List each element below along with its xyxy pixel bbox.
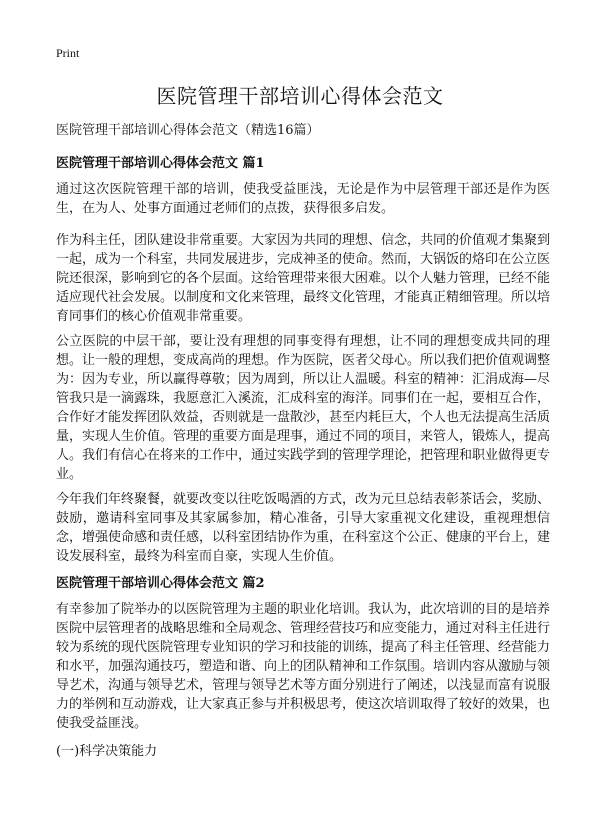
paragraph: 作为科主任，团队建设非常重要。大家因为共同的理想、信念，共同的价值观才集聚到一起，成为一个科室，共同发展进步，完成神圣的使命。然而，大锅饭的烙印在公立医院还很深，影响到它的各个层面。这给管理带来很大困难。以个人魅力管理，已经不能适应现代社会发展。以制度和文化来管理，最终文化管理，才能真正精细管理。所以培育同事们的核心价值观非常重要。 <box>56 233 551 324</box>
page-title: 医院管理干部培训心得体会范文 <box>156 84 444 108</box>
paragraph: 公立医院的中层干部，要让没有理想的同事变得有理想，让不同的理想变成共同的理想。让一般的理想，变成高尚的理想。作为医院，医者父母心。所以我们把价值观调整为：因为专业，所以赢得尊敬；因为周到，所以让人温暖。科室的精神：汇涓成海—尽管我只是一滴露珠，我愿意汇入溪流，汇成科室的海洋。同事们在一起，要相互合作，合作好才能发挥团队效益，否则就是一盘散沙，甚至内耗巨大，个人也无法提高生活质量，实现人生价值。管理的重要方面是理事，通过不同的项目，来管人，锻炼人，提高人。我们有信心在将来的工作中，通过实践学到的管理学理论，把管理和职业做得更专业。 <box>56 334 551 482</box>
paragraph: 有幸参加了院举办的以医院管理为主题的职业化培训。我认为，此次培训的目的是培养医院中层管理者的战略思维和全局观念、管理经营技巧和应变能力，通过对科主任进行较为系统的现代医院管理专业知识的学习和技能的训练，提高了科主任管理、经营能力和水平，加强沟通技巧，塑造和谐、向上的团队精神和工作氛围。培训内容从激励与领导艺术，沟通与领导艺术，管理与领导艺术等方面分别进行了阐述，以浅显而富有说服力的举例和互动游戏，让大家真正参与并积极思考，使这次培训取得了较好的效果，也使我受益匪浅。 <box>56 602 551 731</box>
section-heading-1: 医院管理干部培训心得体会范文 篇1 <box>56 156 265 171</box>
document-subtitle: 医院管理干部培训心得体会范文（精选16篇） <box>56 123 320 138</box>
section-heading-2: 医院管理干部培训心得体会范文 篇2 <box>56 576 265 591</box>
list-item: (一)科学决策能力 <box>56 744 158 759</box>
print-link[interactable]: Print <box>56 46 80 60</box>
paragraph: 通过这次医院管理干部的培训，使我受益匪浅，无论是作为中层管理干部还是作为医生，在为人、处事方面通过老师们的点拨，获得很多启发。 <box>56 182 550 216</box>
paragraph: 今年我们年终聚餐，就要改变以往吃饭喝酒的方式，改为元旦总结表彰茶话会，奖励、鼓励，邀请科室同事及其家属参加，精心准备，引导大家重视文化建设，重视理想信念，增强使命感和责任感，以科室团结协作为重，在科室这个公正、健康的平台上，建设发展科室，最终为科室而自豪，实现人生价值。 <box>56 492 551 564</box>
